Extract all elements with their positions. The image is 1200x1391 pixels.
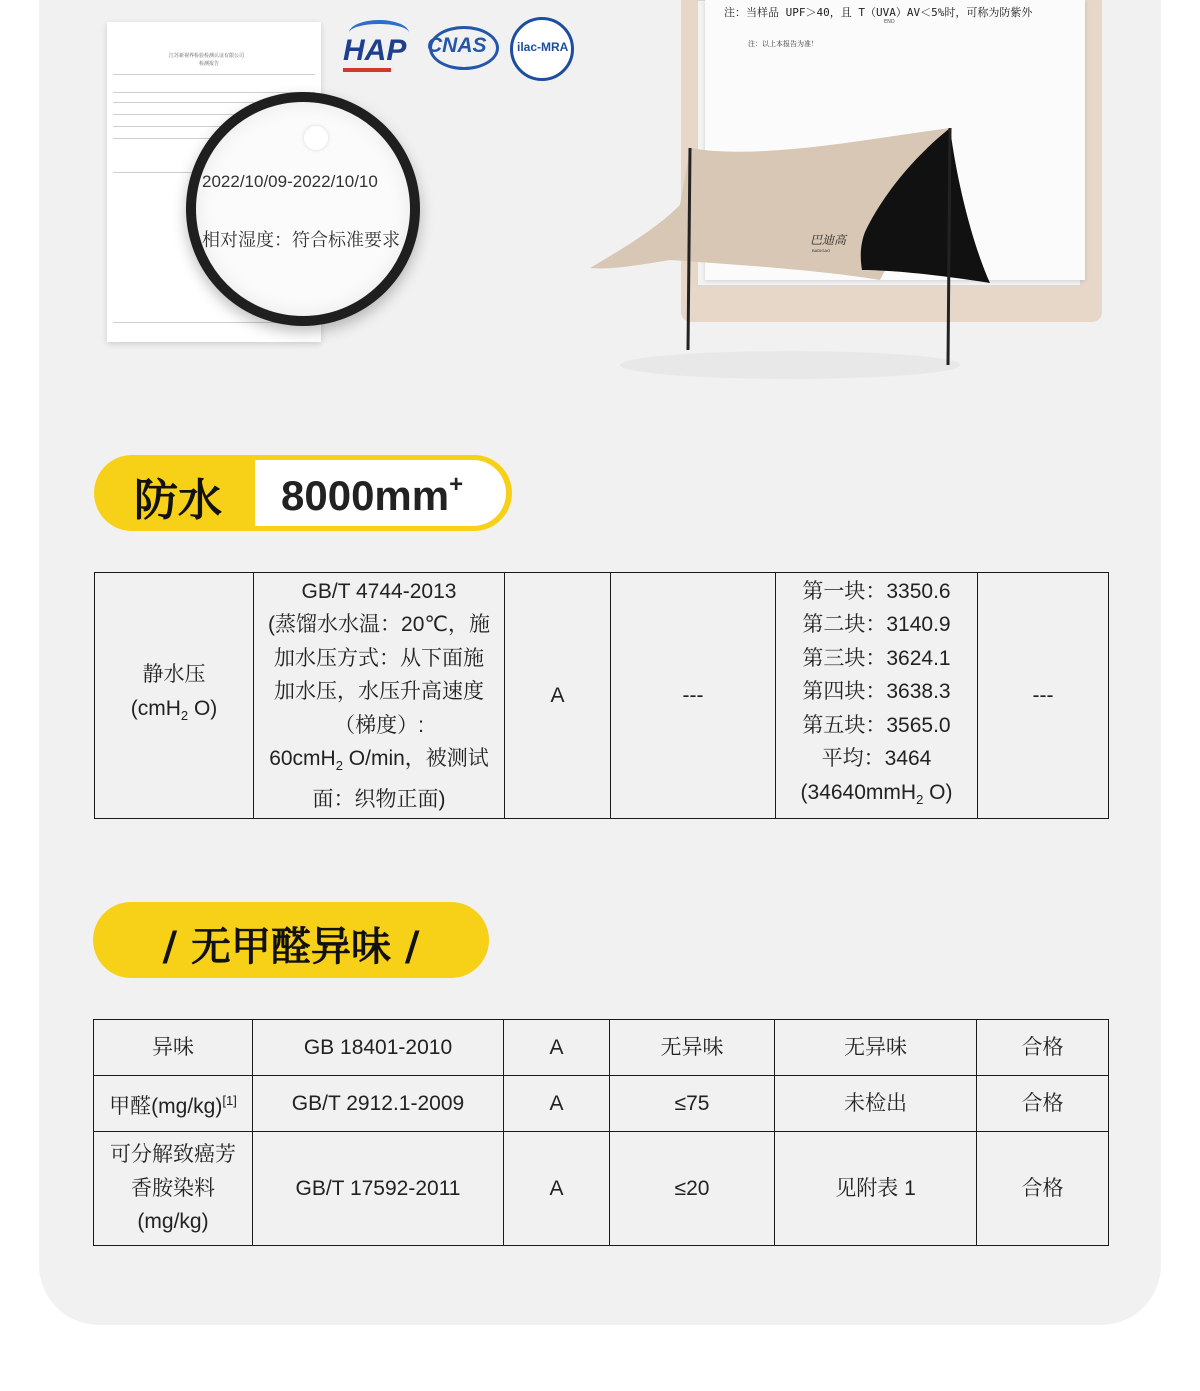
verdict-cell: 合格 — [977, 1132, 1109, 1246]
ilac-logo-text: ilac-MRA — [517, 40, 569, 54]
waterproof-label: 防水 — [134, 475, 222, 526]
report-note-2: 注：以上本报告为准！ — [748, 40, 818, 48]
requirement-cell: --- — [611, 573, 776, 819]
requirement-cell: ≤20 — [610, 1132, 775, 1246]
verdict-cell: 合格 — [977, 1020, 1109, 1076]
report-org-name: 江苏新视界检验检测认证有限公司 — [169, 53, 245, 59]
no-formaldehyde-header — [93, 902, 489, 978]
hap-logo-text: HAP — [343, 34, 407, 67]
waterproof-value: 8000mm+ — [281, 471, 464, 519]
hydrostatic-pressure-table — [94, 572, 1109, 819]
requirement-cell: ≤75 — [610, 1076, 775, 1132]
cnas-logo — [427, 26, 501, 70]
report-end-mark: END — [884, 19, 895, 25]
grade-cell: A — [504, 1020, 610, 1076]
verdict-cell: 合格 — [977, 1076, 1109, 1132]
table-row — [94, 1076, 1109, 1132]
item-cell: 可分解致癌芳 香胺染料 (mg/kg) — [94, 1132, 253, 1246]
result-cell: 无异味 — [775, 1020, 977, 1076]
verdict-cell: --- — [978, 573, 1109, 819]
canopy-tarp-illustration — [580, 120, 1000, 390]
item-cell: 甲醛(mg/kg)[1] — [94, 1076, 253, 1132]
lens-shine — [304, 126, 328, 150]
ilac-mra-logo — [510, 17, 574, 81]
table-row — [95, 573, 1109, 819]
report-doc-title: 检测报告 — [199, 61, 220, 67]
table-row — [94, 1020, 1109, 1076]
magnifier-glass — [186, 92, 420, 326]
no-formaldehyde-label: / 无甲醛异味 / — [162, 924, 420, 970]
method-cell: GB/T 4744-2013 (蒸馏水水温：20℃，施 加水压方式：从下面施 加水压，水压升高速度 （梯度）: 60cmH$_2$ O/min，被测试 面：织物正面) — [254, 573, 505, 819]
method-cell: GB 18401-2010 — [253, 1020, 504, 1076]
upf-note: 注：当样品 UPF＞40，且 T（UVA）AV＜5%时，可称为防紫外 — [724, 6, 1033, 19]
result-cell: 未检出 — [775, 1076, 977, 1132]
table-row — [94, 1132, 1109, 1246]
method-cell: GB/T 17592-2011 — [253, 1132, 504, 1246]
item-cell: 异味 — [94, 1020, 253, 1076]
hap-logo — [343, 26, 413, 70]
odor-formaldehyde-table — [93, 1019, 1109, 1246]
waterproof-header — [94, 455, 512, 531]
magnified-humidity-text: 相对湿度：符合标准要求 — [202, 230, 400, 251]
result-cell: 第一块：3350.6 第二块：3140.9 第三块：3624.1 第四块：3638.3 第五块：3565.0 平均：3464 (34640mmH$_2$ O) — [776, 573, 978, 819]
magnified-test-date: 2022/10/09-2022/10/10 — [202, 172, 378, 191]
cnas-logo-text: CNAS — [427, 34, 487, 57]
tarp-brand-sub: BADIGAO — [812, 248, 831, 253]
result-cell: 见附表 1 — [775, 1132, 977, 1246]
method-cell: GB/T 2912.1-2009 — [253, 1076, 504, 1132]
requirement-cell: 无异味 — [610, 1020, 775, 1076]
grade-cell: A — [505, 573, 611, 819]
tarp-brand: 巴迪高 — [810, 233, 847, 247]
grade-cell: A — [504, 1132, 610, 1246]
item-cell: 静水压 (cmH$_2$ O) — [95, 573, 254, 819]
waterproof-value-box — [255, 460, 506, 526]
grade-cell: A — [504, 1076, 610, 1132]
